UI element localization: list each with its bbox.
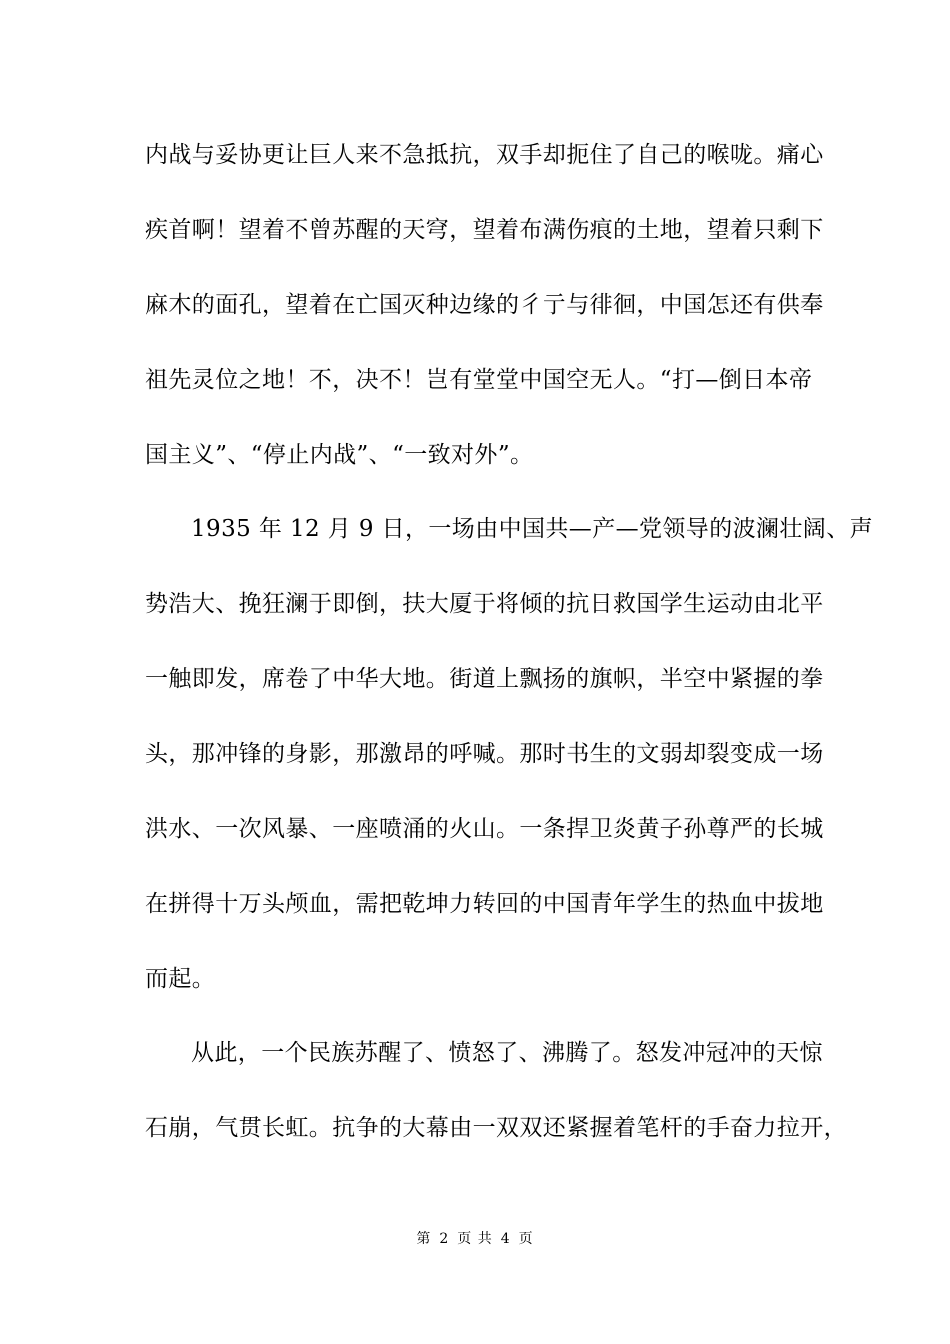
paragraph-2 [145, 492, 873, 1017]
paragraph-1 [145, 118, 825, 493]
text-line: 势浩大、挽狂澜于即倒，扶大厦于将倾的抗日救国学生运动由北平 [145, 591, 824, 617]
paragraph-3 [145, 1016, 847, 1166]
text-line: 从此，一个民族苏醒了、愤怒了、沸腾了。怒发冲冠冲的天惊 [191, 1040, 823, 1066]
footer-prefix: 第 [416, 1231, 432, 1247]
text-line: 内战与妥协更让巨人来不急抵抗，双手却扼住了自己的喉咙。痛心 [145, 142, 824, 168]
text-line: 祖先灵位之地！不，决不！岂有堂堂中国空无人。“打—倒日本帝 [145, 367, 813, 393]
text-line: 在拼得十万头颅血，需把乾坤力转回的中国青年学生的热血中拔地 [145, 891, 824, 917]
footer-current-page: 2 [439, 1231, 450, 1247]
footer-suffix: 页 [518, 1231, 534, 1247]
text-line: 石崩，气贯长虹。抗争的大幕由一双双还紧握着笔杆的手奋力拉开， [145, 1115, 847, 1141]
text-line: 头，那冲锋的身影，那激昂的呼喊。那时书生的文弱却裂变成一场 [145, 741, 824, 767]
text-line: 1935 年 12 月 9 日，一场由中国共—产—党领导的波澜壮阔、声 [191, 516, 873, 542]
footer-middle: 页 共 [457, 1231, 493, 1247]
text-line: 一触即发，席卷了中华大地。街道上飘扬的旗帜，半空中紧握的拳 [145, 666, 824, 692]
footer-total-pages: 4 [500, 1231, 511, 1247]
page-footer [0, 1228, 950, 1248]
text-line: 麻木的面孔，望着在亡国灭种边缘的彳亍与徘徊，中国怎还有供奉 [145, 292, 824, 318]
text-line: 疾首啊！望着不曾苏醒的天穹，望着布满伤痕的土地，望着只剩下 [145, 217, 824, 243]
text-line: 洪水、一次风暴、一座喷涌的火山。一条捍卫炎黄子孙尊严的长城 [145, 816, 824, 842]
text-line: 而起。 [145, 966, 216, 992]
text-line: 国主义”、“停止内战”、“一致对外”。 [145, 442, 534, 468]
